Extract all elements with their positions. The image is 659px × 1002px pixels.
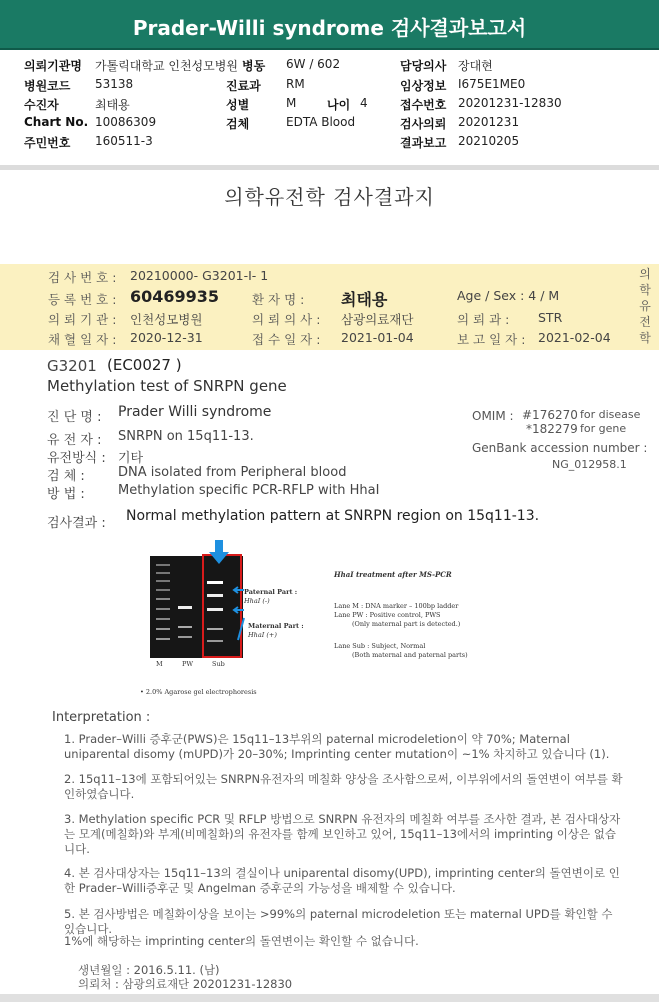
header-label: 담당의사 <box>400 59 447 73</box>
patient-label: 환 자 명 : <box>252 292 305 307</box>
inheritance-label: 유전방식 : <box>47 451 106 466</box>
report-date: 2021-02-04 <box>538 330 611 345</box>
receive-date: 2021-01-04 <box>341 330 414 345</box>
header-label: 병원코드 <box>24 79 71 93</box>
legend-lane-pw: Lane PW : Positive control, PWS <box>334 611 441 619</box>
header-value: 53138 <box>95 77 134 91</box>
inst-label: 의 뢰 기 관 : <box>48 312 117 327</box>
test-name: Methylation test of SNRPN gene <box>47 377 287 395</box>
header-value: 가톨릭대학교 인천성모병원 <box>95 59 238 73</box>
interp-item-2: 2. 15q11–13에 포함되어있는 SNRPN유전자의 메칠화 양상을 조사함으로써, 이부위에서의 돌연변이 여부를 확인하였습니다. <box>64 772 623 801</box>
test-code: G3201 <box>47 357 97 375</box>
exam-no: 20210000- G3201-I- 1 <box>130 268 269 283</box>
patient-name: 최태용 <box>341 290 388 309</box>
omim-disease: #176270 <box>522 408 578 422</box>
collect-date: 2020-12-31 <box>130 330 203 345</box>
reg-no: 60469935 <box>130 287 220 306</box>
receive-label: 접 수 일 자 : <box>252 332 321 347</box>
maternal-enzyme: HhaI (+) <box>248 631 277 639</box>
age-sex: Age / Sex : 4 / M <box>457 288 560 303</box>
divider <box>0 165 659 170</box>
result: Normal methylation pattern at SNRPN region on 15q11-13. <box>126 508 540 524</box>
specimen-value: EDTA Blood <box>286 115 356 129</box>
header-label: 검사의뢰 <box>400 117 447 131</box>
interpretation-heading: Interpretation : <box>52 710 151 725</box>
omim-gene-note: for gene <box>580 422 627 435</box>
ec-code: (EC0027 ) <box>107 356 182 374</box>
age-label: 나이 <box>327 98 351 112</box>
figure-title: HhaI treatment after MS-PCR <box>334 570 452 579</box>
specimen2: DNA isolated from Peripheral blood <box>118 465 347 480</box>
header-value: 10086309 <box>95 115 157 129</box>
dept-value: RM <box>286 77 305 91</box>
doctor-label: 의 뢰 의 사 : <box>252 312 321 327</box>
header-label: 수진자 <box>24 98 59 112</box>
age-value: 4 <box>360 96 368 110</box>
collect-label: 채 혈 일 자 : <box>48 332 117 347</box>
report-label: 보 고 일 자 : <box>457 332 526 347</box>
bottom-bar <box>0 994 659 1002</box>
report-title: Prader-Willi syndrome 검사결과보고서 <box>0 0 659 50</box>
header-label: 의뢰기관명 <box>24 59 82 73</box>
header-label: 결과보고 <box>400 136 447 150</box>
genbank-label: GenBank accession number : <box>472 441 648 455</box>
header-value: 장대현 <box>458 59 493 73</box>
vertical-side-note: 의 학 유 전 학 <box>639 267 651 345</box>
requester: 의뢰처 : 삼광의료재단 20201231-12830 <box>78 977 293 991</box>
header-label: Chart No. <box>24 115 89 129</box>
interp-item-1: 1. Prader–Willi 증후군(PWS)은 15q11–13부위의 paternal microdeletion이 약 70%; Maternal uniparental disomy (mUPD)가 20–30%; Imprinting center mutation이 ~1% 차지하고 있습니다 (1). <box>64 732 610 761</box>
diagnosis: Prader Willi syndrome <box>118 404 272 420</box>
req-dept-value: STR <box>538 310 563 325</box>
genbank: NG_012958.1 <box>552 458 627 471</box>
lane-m: M <box>156 660 163 668</box>
reg-no-label: 등 록 번 호 : <box>48 292 117 307</box>
down-arrow-icon <box>206 540 232 566</box>
sex-label: 성별 <box>226 98 250 112</box>
omim-label: OMIM : <box>472 409 514 423</box>
inheritance: 기타 <box>118 451 144 466</box>
req-dept-label: 의 뢰 과 : <box>457 312 510 327</box>
header-value: 20201231-12830 <box>458 96 562 110</box>
legend-lane-sub-note: (Both maternal and paternal parts) <box>352 651 468 659</box>
interp-item-6: 1%에 해당하는 imprinting center의 돌연변이는 확인할 수 없습니다. <box>64 934 419 948</box>
header-label: 접수번호 <box>400 98 447 112</box>
figure-footnote: • 2.0% Agarose gel electrophoresis <box>140 688 257 696</box>
header-value: 최태용 <box>95 98 130 112</box>
ward-label: 병동 <box>242 59 266 73</box>
paternal-label: Paternal Part : <box>244 588 298 596</box>
legend-lane-pw-note: (Only maternal part is detected.) <box>352 620 461 628</box>
sex-value: M <box>286 96 297 110</box>
header-value: 20201231 <box>458 115 520 129</box>
header-label: 주민번호 <box>24 136 71 150</box>
dept-label: 진료과 <box>226 79 261 93</box>
omim-gene: *182279 <box>526 422 578 436</box>
omim-disease-note: for disease <box>580 408 641 421</box>
header-value: 160511-3 <box>95 134 153 148</box>
specimen-label: 검체 <box>226 117 250 131</box>
gene: SNRPN on 15q11-13. <box>118 429 254 444</box>
interp-item-3: 3. Methylation specific PCR 및 RFLP 방법으로 SNRPN 유전자의 메칠화 여부를 조사한 결과, 본 검사대상자는 모계(메칠화)와 부계(비메칠화)의 유전자를 함께 보인하고 있어, 15q11–13에서의 imprinting 이상은 없습니다. <box>64 812 621 856</box>
header-label: 임상정보 <box>400 79 447 93</box>
interp-item-4: 4. 본 검사대상자는 15q11–13의 결실이나 uniparental disomy(UPD), imprinting center의 돌연변이로 인한 Prader–Willi증후군 및 Angelman 증후군의 가능성을 배제할 수 있습니다. <box>64 866 620 895</box>
ward-value: 6W / 602 <box>286 57 341 71</box>
header-value: I675E1ME0 <box>458 77 526 91</box>
doctor-value: 삼광의료재단 <box>341 312 414 327</box>
specimen2-label: 검 체 : <box>47 469 85 484</box>
result-label: 검사결과 : <box>47 516 106 531</box>
gene-label: 유 전 자 : <box>47 433 102 448</box>
exam-no-label: 검 사 번 호 : <box>48 270 117 285</box>
legend-lane-sub: Lane Sub : Subject, Normal <box>334 642 426 650</box>
diagnosis-label: 진 단 명 : <box>47 410 102 425</box>
legend-lane-m: Lane M : DNA marker – 100bp ladder <box>334 602 459 610</box>
lane-sub: Sub <box>212 660 225 668</box>
inst-value: 인천성모병원 <box>130 312 203 327</box>
method: Methylation specific PCR-RFLP with HhaI <box>118 483 380 498</box>
header-value: 20210205 <box>458 134 520 148</box>
birth-date: 생년월일 : 2016.5.11. (남) <box>78 963 220 977</box>
document-title: 의학유전학 검사결과지 <box>224 185 435 209</box>
interp-item-5: 5. 본 검사방법은 메칠화이상을 보이는 >99%의 paternal microdeletion 또는 maternal UPD를 확인할 수 있습니다. <box>64 907 613 936</box>
method-label: 방 법 : <box>47 487 85 502</box>
paternal-enzyme: HhaI (-) <box>244 597 270 605</box>
lane-pw: PW <box>182 660 194 668</box>
maternal-label: Maternal Part : <box>248 622 304 630</box>
